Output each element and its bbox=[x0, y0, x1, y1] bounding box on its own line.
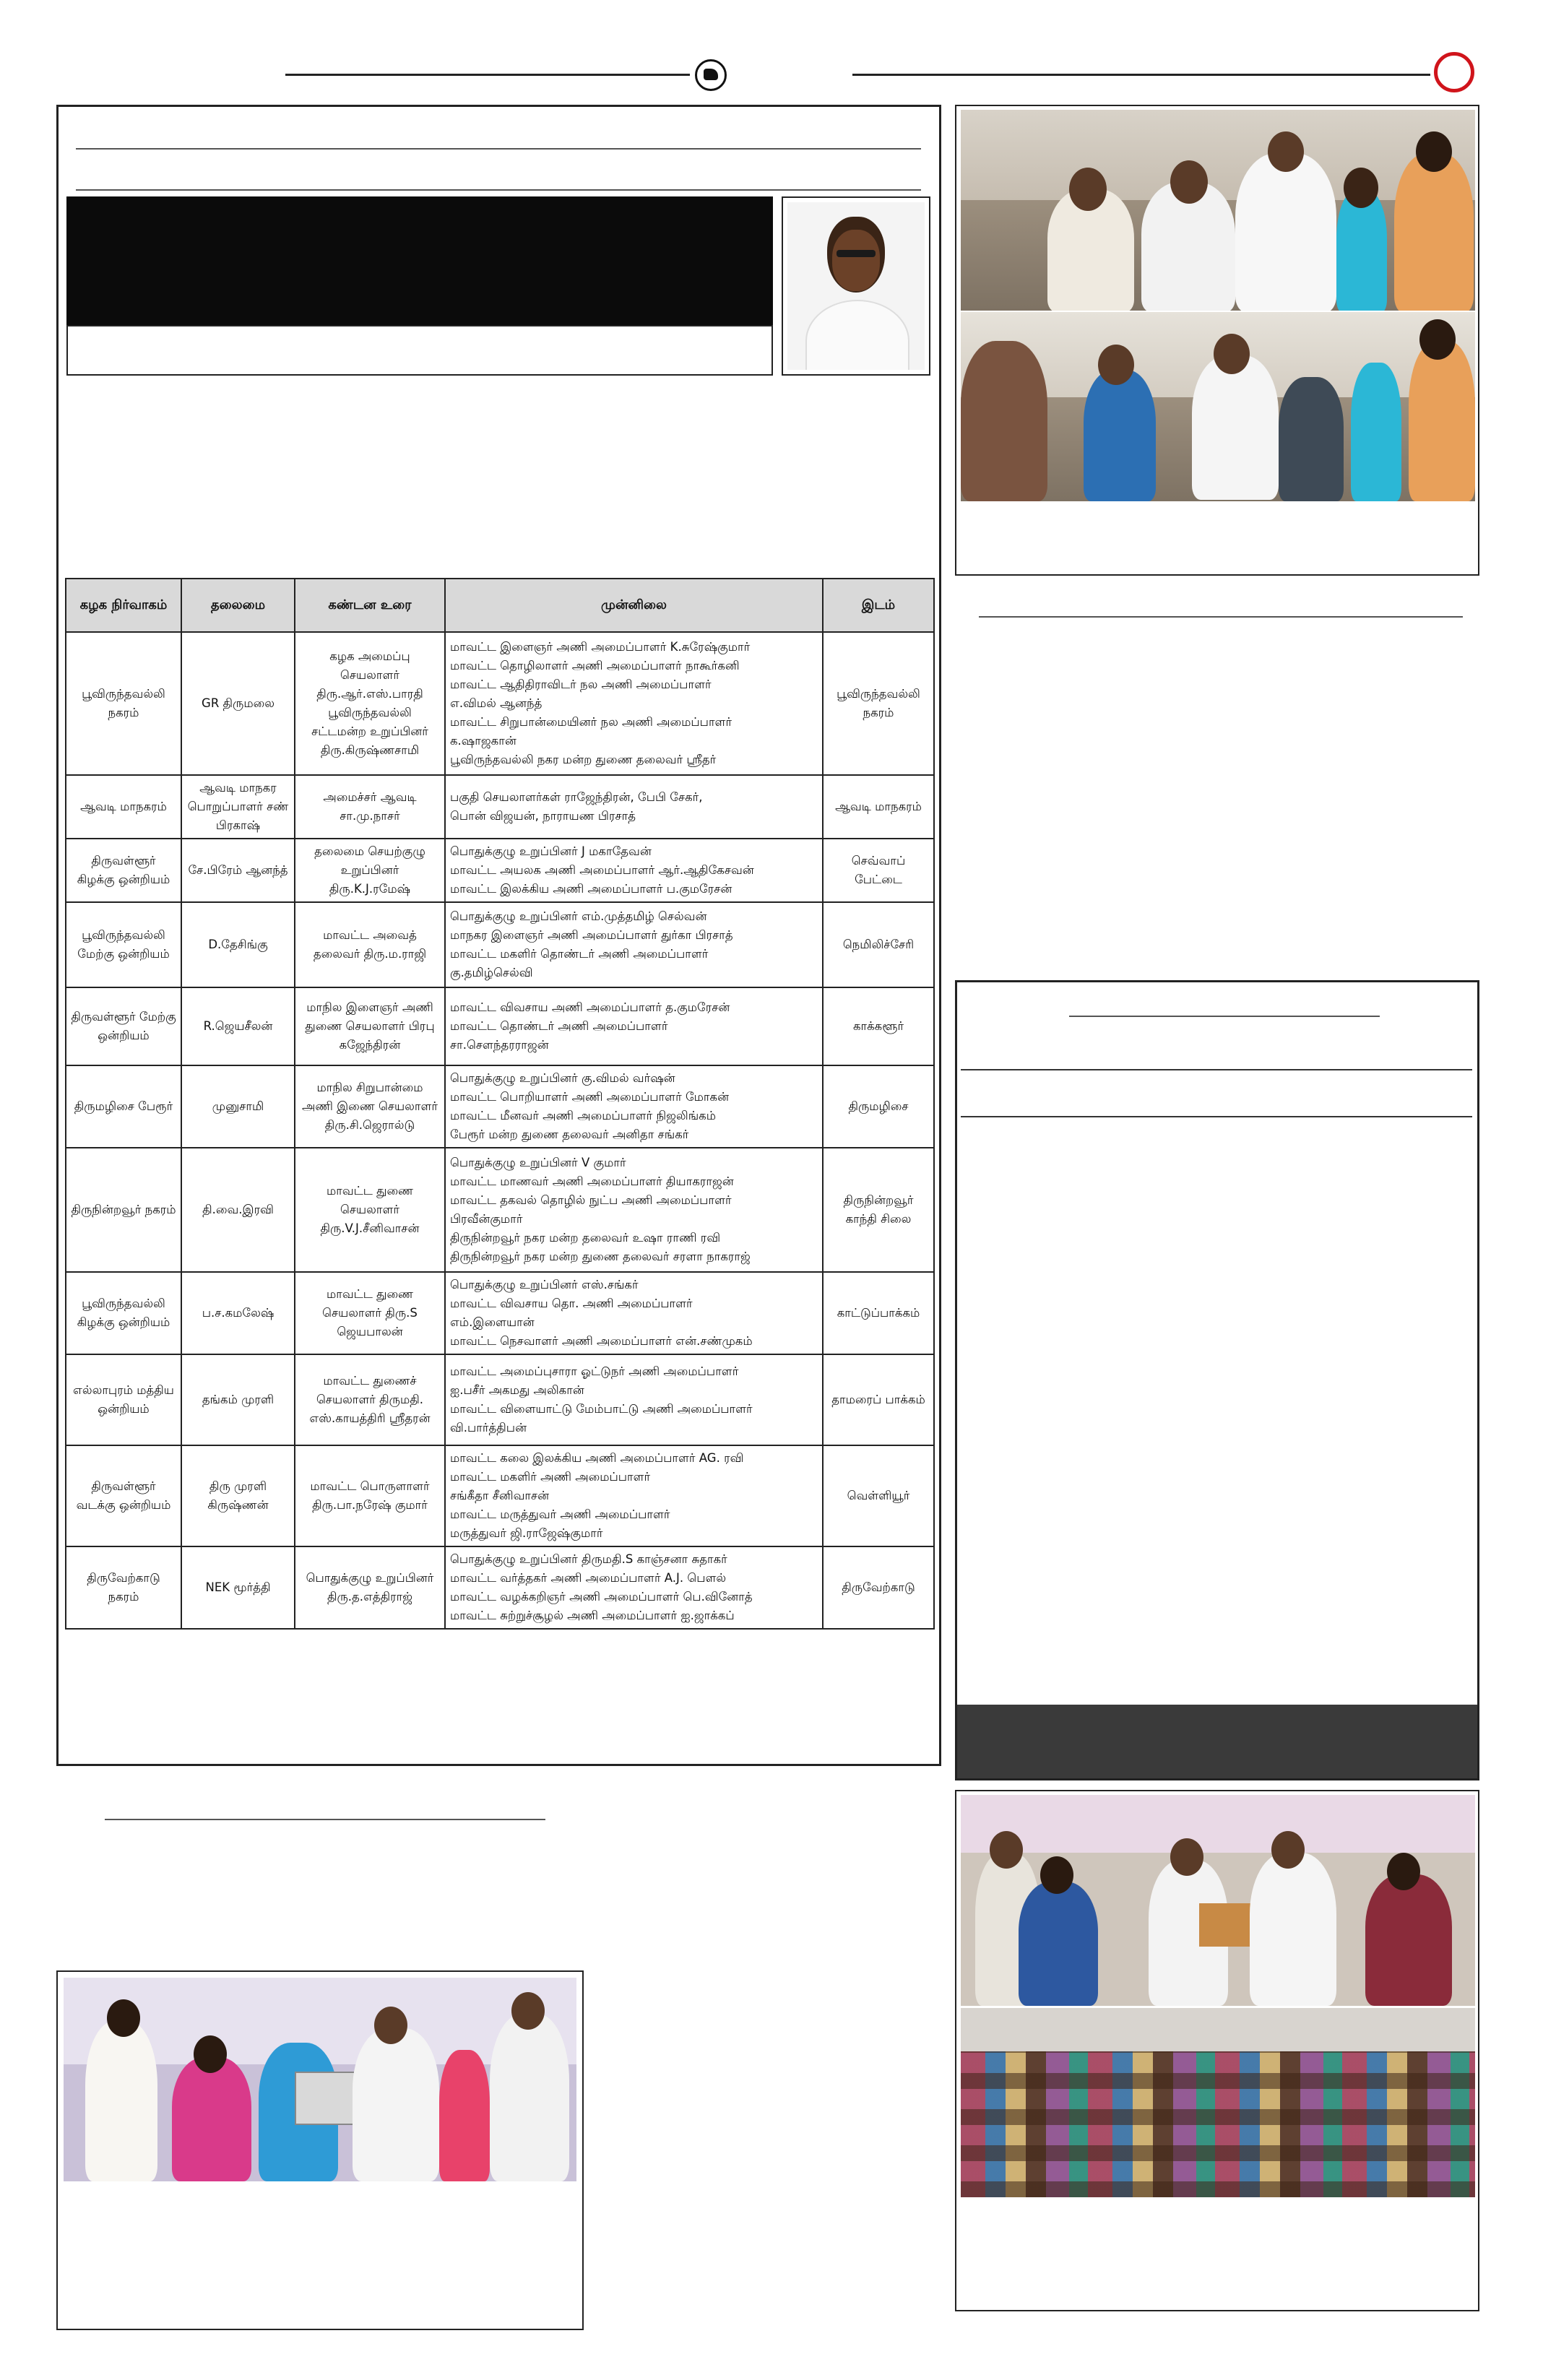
cell-presence bbox=[445, 632, 823, 775]
presence-line: திருநின்றவூர் நகர மன்ற துணை தலைவர் சரளா நாகராஜ் bbox=[450, 1250, 751, 1263]
photo-distribution-event bbox=[961, 1795, 1475, 2006]
presence-line: மாவட்ட இலக்கிய அணி அமைப்பாளர் ப.குமரேசன் bbox=[450, 882, 732, 896]
presence-line: வி.பார்த்திபன் bbox=[450, 1421, 527, 1435]
cell-lead: R.ஜெயசீலன் bbox=[181, 987, 295, 1065]
column-header-place: இடம் bbox=[823, 579, 934, 632]
presence-line: பொதுக்குழு உறுப்பினர் V குமார் bbox=[450, 1156, 626, 1169]
agitation-schedule-table bbox=[65, 578, 935, 1630]
cell-place: ஆவடி மாநகரம் bbox=[823, 775, 934, 839]
cell-presence bbox=[445, 1148, 823, 1272]
presence-line: மாவட்ட விவசாய அணி அமைப்பாளர் த.குமரேசன் bbox=[450, 1000, 730, 1014]
masthead-rule-left bbox=[285, 74, 690, 76]
table-row bbox=[66, 1065, 934, 1148]
presence-line: எ.விமல் ஆனந்த் bbox=[450, 696, 543, 710]
presence-line: சா.சௌந்தரராஜன் bbox=[450, 1038, 549, 1052]
cell-presence bbox=[445, 1354, 823, 1445]
cell-presence bbox=[445, 1546, 823, 1629]
cell-speech: மாவட்ட துணைச் செயலாளர் திருமதி. எஸ்.காயத்திரி ஸ்ரீதரன் bbox=[295, 1354, 445, 1445]
cell-lead: D.தேசிங்கு bbox=[181, 902, 295, 987]
presence-line: கு.தமிழ்செல்வி bbox=[450, 966, 533, 979]
cell-presence bbox=[445, 987, 823, 1065]
presence-line: மாவட்ட வழக்கறிஞர் அணி அமைப்பாளர் பெ.வினோத் bbox=[450, 1590, 753, 1604]
cell-lead: GR திருமலை bbox=[181, 632, 295, 775]
cell-speech: மாநில சிறுபான்மை அணி இணை செயலாளர் திரு.சி.ஜெரால்டு bbox=[295, 1065, 445, 1148]
headline-sub-box bbox=[66, 325, 773, 376]
presence-line: மாவட்ட விளையாட்டு மேம்பாட்டு அணி அமைப்பாளர் bbox=[450, 1402, 753, 1416]
cell-lead: தங்கம் முரளி bbox=[181, 1354, 295, 1445]
presence-line: பொதுக்குழு உறுப்பினர் கு.விமல் வர்ஷன் bbox=[450, 1071, 675, 1085]
presence-line: மாவட்ட சிறுபான்மையினர் நல அணி அமைப்பாளர் bbox=[450, 715, 732, 729]
article-rule-top bbox=[76, 148, 921, 150]
presence-line: பொதுக்குழு உறுப்பினர் எம்.முத்தமிழ் செல்வன் bbox=[450, 909, 707, 923]
table-header-row bbox=[66, 579, 934, 632]
cell-lead: ப.ச.கமலேஷ் bbox=[181, 1272, 295, 1354]
boxed-article-rule-1 bbox=[1069, 1016, 1380, 1017]
cell-lead: ஆவடி மாநகர பொறுப்பாளர் சண் பிரகாஷ் bbox=[181, 775, 295, 839]
cell-lead: NEK மூர்த்தி bbox=[181, 1546, 295, 1629]
boxed-article-rule-3 bbox=[961, 1116, 1472, 1117]
cell-place: நெமிலிச்சேரி bbox=[823, 902, 934, 987]
presence-line: பிரவீன்குமார் bbox=[450, 1212, 523, 1226]
table-row bbox=[66, 775, 934, 839]
table-row bbox=[66, 1148, 934, 1272]
cell-place: தாமரைப் பாக்கம் bbox=[823, 1354, 934, 1445]
left-col-divider bbox=[105, 1819, 545, 1820]
column-header-admin: கழக நிர்வாகம் bbox=[66, 579, 181, 632]
table-body bbox=[66, 632, 934, 1629]
presence-line: சங்கீதா சீனிவாசன் bbox=[450, 1489, 550, 1502]
page-number-badge-icon bbox=[1434, 52, 1474, 92]
presence-line: எம்.இளையான் bbox=[450, 1315, 535, 1329]
table-row bbox=[66, 1546, 934, 1629]
masthead-rule-right bbox=[852, 74, 1430, 76]
cell-admin: திருவள்ளூர் கிழக்கு ஒன்றியம் bbox=[66, 839, 181, 902]
presence-line: பொதுக்குழு உறுப்பினர் எஸ்.சங்கர் bbox=[450, 1278, 639, 1291]
cell-speech: மாவட்ட பொருளாளர் திரு.பா.நரேஷ் குமார் bbox=[295, 1445, 445, 1546]
cell-admin: எல்லாபுரம் மத்திய ஒன்றியம் bbox=[66, 1354, 181, 1445]
presence-line: மருத்துவர் ஜி.ராஜேஷ்குமார் bbox=[450, 1526, 603, 1540]
cell-place: காட்டுப்பாக்கம் bbox=[823, 1272, 934, 1354]
cell-admin: திருநின்றவூர் நகரம் bbox=[66, 1148, 181, 1272]
presence-line: மாவட்ட பொறியாளர் அணி அமைப்பாளர் மோகன் bbox=[450, 1090, 730, 1104]
cell-place: காக்களூர் bbox=[823, 987, 934, 1065]
cell-lead: தி.வை.இரவி bbox=[181, 1148, 295, 1272]
table-row bbox=[66, 1354, 934, 1445]
presence-line: மாநகர இளைஞர் அணி அமைப்பாளர் துர்கா பிரசாத் bbox=[450, 928, 733, 942]
column-header-lead: தலைமை bbox=[181, 579, 295, 632]
presence-line: மாவட்ட இளைஞர் அணி அமைப்பாளர் K.சுரேஷ்குமார் bbox=[450, 640, 751, 654]
column-header-speech: கண்டன உரை bbox=[295, 579, 445, 632]
cell-admin: திருவள்ளூர் வடக்கு ஒன்றியம் bbox=[66, 1445, 181, 1546]
presence-line: பகுதி செயலாளர்கள் ராஜேந்திரன், பேபி சேகர், bbox=[450, 790, 703, 804]
presence-line: மாவட்ட மீனவர் அணி அமைப்பாளர் நிஜலிங்கம் bbox=[450, 1109, 716, 1122]
cell-speech: மாவட்ட துணை செயலாளர் திரு.V.J.சீனிவாசன் bbox=[295, 1148, 445, 1272]
cell-presence bbox=[445, 1272, 823, 1354]
cell-place: திருவேற்காடு bbox=[823, 1546, 934, 1629]
presence-line: மாவட்ட கலை இலக்கிய அணி அமைப்பாளர் AG. ரவி bbox=[450, 1451, 744, 1465]
photo-house-visit-1 bbox=[961, 110, 1475, 311]
photo-audience-crowd bbox=[961, 2008, 1475, 2197]
cell-speech: அமைச்சர் ஆவடி சா.மு.நாசர் bbox=[295, 775, 445, 839]
presence-line: மாவட்ட தொண்டர் அணி அமைப்பாளர் bbox=[450, 1019, 668, 1033]
cell-lead: திரு முரளி கிருஷ்ணன் bbox=[181, 1445, 295, 1546]
presence-line: மாவட்ட நெசவாளர் அணி அமைப்பாளர் என்.சண்முகம் bbox=[450, 1334, 753, 1348]
presence-line: மாவட்ட விவசாய தொ. அணி அமைப்பாளர் bbox=[450, 1297, 693, 1310]
table-row bbox=[66, 987, 934, 1065]
cell-lead: முனுசாமி bbox=[181, 1065, 295, 1148]
portrait-photo bbox=[787, 202, 925, 370]
cell-presence bbox=[445, 839, 823, 902]
cell-presence bbox=[445, 1065, 823, 1148]
cell-place: திருநின்றவூர் காந்தி சிலை bbox=[823, 1148, 934, 1272]
presence-line: மாவட்ட மருத்துவர் அணி அமைப்பாளர் bbox=[450, 1507, 670, 1521]
cell-speech: மாவட்ட துணை செயலாளர் திரு.S ஜெயபாலன் bbox=[295, 1272, 445, 1354]
presence-line: பொதுக்குழு உறுப்பினர் திருமதி.S காஞ்சனா சுதாகர் bbox=[450, 1552, 727, 1566]
table-row bbox=[66, 839, 934, 902]
presence-line: மாவட்ட அயலக அணி அமைப்பாளர் ஆர்.ஆதிகேசவன் bbox=[450, 863, 754, 877]
presence-line: மாவட்ட மகளிர் தொண்டர் அணி அமைப்பாளர் bbox=[450, 947, 709, 961]
presence-line: ஐ.பசீர் அகமது அலிகான் bbox=[450, 1383, 584, 1397]
cell-admin: பூவிருந்தவல்லி மேற்கு ஒன்றியம் bbox=[66, 902, 181, 987]
cell-presence bbox=[445, 1445, 823, 1546]
cell-admin: ஆவடி மாநகரம் bbox=[66, 775, 181, 839]
headline-banner bbox=[66, 196, 773, 326]
presence-line: பூவிருந்தவல்லி நகர மன்ற துணை தலைவர் ஸ்ரீதர் bbox=[450, 753, 717, 766]
right-col-divider bbox=[979, 616, 1463, 618]
column-header-presence: முன்னிலை bbox=[445, 579, 823, 632]
presence-line: திருநின்றவூர் நகர மன்ற தலைவர் உஷா ராணி ரவி bbox=[450, 1231, 721, 1245]
presence-line: பொன் விஜயன், நாராயண பிரசாத் bbox=[450, 809, 636, 823]
table-row bbox=[66, 1445, 934, 1546]
cell-speech: மாநில இளைஞர் அணி துணை செயலாளர் பிரபு கஜேந்திரன் bbox=[295, 987, 445, 1065]
boxed-article-footer-band bbox=[957, 1705, 1477, 1778]
cell-admin: திருவள்ளூர் மேற்கு ஒன்றியம் bbox=[66, 987, 181, 1065]
cell-presence bbox=[445, 902, 823, 987]
cell-place: செவ்வாப் பேட்டை bbox=[823, 839, 934, 902]
cell-speech: மாவட்ட அவைத் தலைவர் திரு.ம.ராஜி bbox=[295, 902, 445, 987]
cell-place: பூவிருந்தவல்லி நகரம் bbox=[823, 632, 934, 775]
cell-presence bbox=[445, 775, 823, 839]
party-emblem-icon bbox=[695, 59, 727, 91]
presence-line: மாவட்ட வர்த்தகர் அணி அமைப்பாளர் A.J. பௌல் bbox=[450, 1571, 727, 1585]
presence-line: மாவட்ட தொழிலாளர் அணி அமைப்பாளர் நாகூர்கனி bbox=[450, 659, 740, 672]
table-row bbox=[66, 902, 934, 987]
cell-speech: தலைமை செயற்குழு உறுப்பினர் திரு.K.J.ரமேஷ் bbox=[295, 839, 445, 902]
cell-admin: திருமழிசை பேரூர் bbox=[66, 1065, 181, 1148]
boxed-article-right bbox=[955, 980, 1479, 1780]
photo-house-visit-2 bbox=[961, 312, 1475, 501]
presence-line: மாவட்ட சுற்றுச்சூழல் அணி அமைப்பாளர் ஐ.ஜாக்கப் bbox=[450, 1609, 735, 1622]
cell-speech: பொதுக்குழு உறுப்பினர் திரு.த.எத்திராஜ் bbox=[295, 1546, 445, 1629]
cell-place: வெள்ளியூர் bbox=[823, 1445, 934, 1546]
table-row bbox=[66, 1272, 934, 1354]
presence-line: பொதுக்குழு உறுப்பினர் J மகாதேவன் bbox=[450, 844, 652, 858]
cell-admin: பூவிருந்தவல்லி கிழக்கு ஒன்றியம் bbox=[66, 1272, 181, 1354]
cell-admin: திருவேற்காடு நகரம் bbox=[66, 1546, 181, 1629]
presence-line: மாவட்ட அமைப்புசாரா ஓட்டுநர் அணி அமைப்பாளர் bbox=[450, 1364, 739, 1378]
presence-line: க.ஷாஜகான் bbox=[450, 734, 517, 748]
presence-line: மாவட்ட தகவல் தொழில் நுட்ப அணி அமைப்பாளர் bbox=[450, 1193, 732, 1207]
presence-line: மாவட்ட மகளிர் அணி அமைப்பாளர் bbox=[450, 1470, 651, 1484]
presence-line: பேரூர் மன்ற துணை தலைவர் அனிதா சங்கர் bbox=[450, 1128, 689, 1141]
article-rule-second bbox=[76, 189, 921, 191]
cell-place: திருமழிசை bbox=[823, 1065, 934, 1148]
presence-line: மாவட்ட மாணவர் அணி அமைப்பாளர் தியாகராஜன் bbox=[450, 1174, 734, 1188]
table-row bbox=[66, 632, 934, 775]
photo-gift-handover bbox=[64, 1978, 576, 2181]
presence-line: மாவட்ட ஆதிதிராவிடர் நல அணி அமைப்பாளர் bbox=[450, 678, 712, 691]
cell-speech: கழக அமைப்பு செயலாளர் திரு.ஆர்.எஸ்.பாரதி பூவிருந்தவல்லி சட்டமன்ற உறுப்பினர் திரு.கிருஷ்ணசாமி bbox=[295, 632, 445, 775]
boxed-article-rule-2 bbox=[961, 1069, 1472, 1070]
cell-lead: சே.பிரேம் ஆனந்த் bbox=[181, 839, 295, 902]
cell-admin: பூவிருந்தவல்லி நகரம் bbox=[66, 632, 181, 775]
